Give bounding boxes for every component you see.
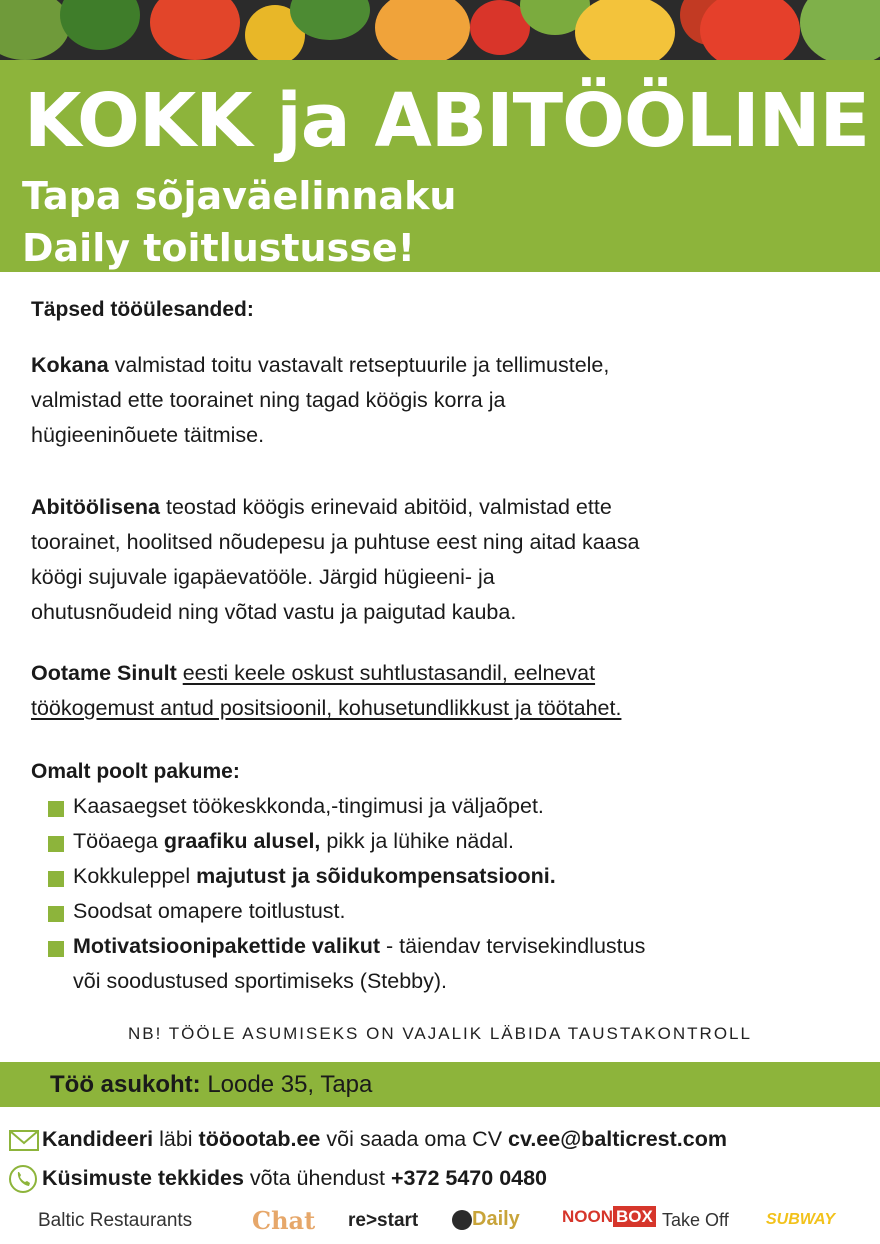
green-square-icon [48, 801, 64, 817]
duties-heading: Täpsed tööülesanded: [31, 298, 254, 321]
background-check-note: NB! TÖÖLE ASUMISEKS ON VAJALIK LÄBIDA TAUSTAKONTROLL [128, 1024, 752, 1043]
restart-logo: re>start [348, 1210, 419, 1231]
subtitle-line-1: Tapa sõjaväelinnaku [22, 174, 457, 218]
job-title: KOKK ja ABITÖÖLINE [24, 78, 870, 164]
list-item: Soodsat omapere toitlustust. [31, 894, 851, 929]
green-square-icon [48, 836, 64, 852]
helper-label: Abitöölisena [31, 495, 161, 519]
requirements-label: Ootame Sinult [31, 661, 177, 685]
green-square-icon [48, 906, 64, 922]
phone-icon [8, 1164, 40, 1194]
envelope-icon [8, 1125, 40, 1155]
list-item: Motivatsioonipakettide valikut - täiendav tervisekindlustus või soodustused sportimiseks (Stebby). [31, 929, 851, 999]
job-description [31, 292, 851, 999]
green-square-icon [48, 941, 64, 957]
list-item: Tööaega graafiku alusel, pikk ja lühike nädal. [31, 824, 851, 859]
cook-label: Kokana [31, 353, 109, 377]
noonbox-logo: NOON BOX [562, 1207, 656, 1227]
email-link[interactable]: cv.ee@balticrest.com [508, 1127, 727, 1151]
brand-logos [0, 1206, 880, 1240]
daily-badge-icon [452, 1210, 472, 1230]
job-subtitle [22, 170, 456, 274]
cook-duties: Kokana valmistad toitu vastavalt retseptuurile ja tellimustele, valmistad ette toorainet ning tagad köögis korra ja hügieeninõuete täitmise. [31, 353, 610, 447]
list-item: Kaasaegset töökeskkonda,-tingimusi ja väljaõpet. [31, 789, 851, 824]
daily-logo: Daily [452, 1208, 520, 1231]
green-square-icon [48, 871, 64, 887]
location-bar [0, 1062, 880, 1107]
subway-logo: SUBWAY [766, 1211, 836, 1228]
apply-line: Kandideeri läbi tööootab.ee või saada oma CV cv.ee@balticrest.com [8, 1124, 880, 1155]
list-item: Kokkuleppel majutust ja sõidukompensatsiooni. [31, 859, 851, 894]
questions-line: Küsimuste tekkides võta ühendust +372 5470 0480 [8, 1163, 880, 1194]
subtitle-line-2: Daily toitlustusse! [22, 226, 415, 270]
apply-site-link[interactable]: tööootab.ee [198, 1127, 321, 1151]
chat-logo: Chat [252, 1206, 316, 1235]
requirements: Ootame Sinult eesti keele oskust suhtlustasandil, eelnevat töökogemust antud positsioonil, kohusetundlikkust ja töötahet. [31, 661, 622, 720]
takeoff-logo: Take Off [662, 1210, 729, 1230]
offer-heading: Omalt poolt pakume: [31, 760, 240, 783]
title-banner [0, 60, 880, 272]
baltic-restaurants-logo: Baltic Restaurants [38, 1210, 193, 1231]
location-text: Töö asukoht: Loode 35, Tapa [50, 1071, 373, 1098]
helper-duties: Abitöölisena teostad köögis erinevaid abitöid, valmistad ette toorainet, hoolitsed nõudepesu ja puhtuse eest ning aitad kaasa köögi sujuvale igapäevatööle. Järgid hügieeni- ja ohutusnõudeid ning võtad vastu ja paigutad kauba. [31, 495, 640, 624]
phone-number[interactable]: +372 5470 0480 [390, 1166, 548, 1190]
vegetables-banner-image [0, 0, 880, 60]
offer-list [31, 789, 851, 999]
